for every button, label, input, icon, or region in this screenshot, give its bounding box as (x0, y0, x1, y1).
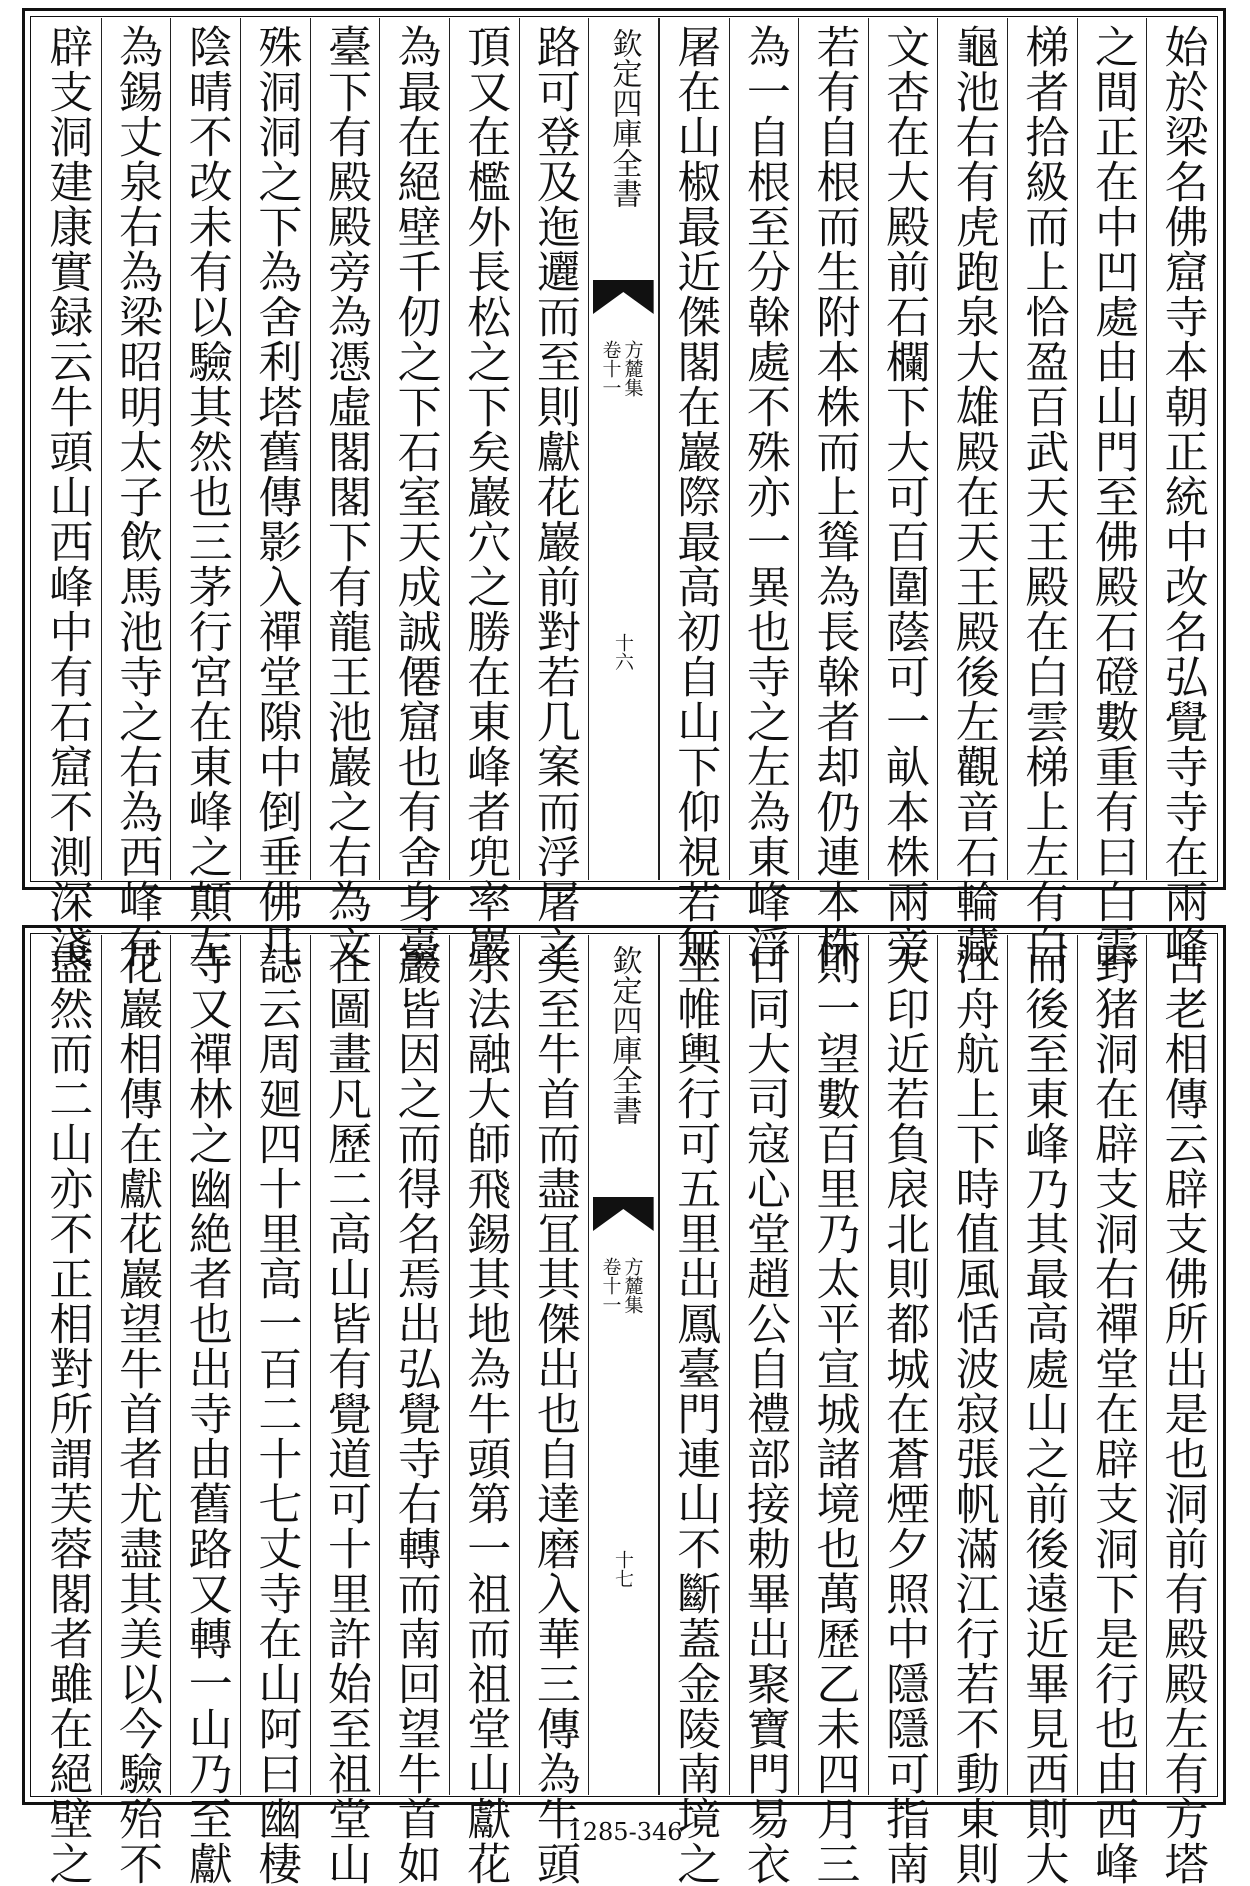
collection-title: 方麓集 (621, 1257, 644, 1314)
column-text: 之間正在中凹處由山門至佛殿石磴數重有曰白雲 (1087, 24, 1139, 969)
text-column (240, 935, 310, 1886)
column-text: 美至牛首而盡冝其傑出也自達磨入華三傳為牛頭 (528, 941, 580, 1886)
text-column (798, 18, 868, 969)
text-column (449, 935, 519, 1886)
volume-label: 卷十一 (599, 340, 622, 397)
volume-label: 卷十一 (599, 1257, 622, 1314)
page-sixteen (22, 8, 1226, 969)
column-text: 則一望數百里乃太平宣城諸境也萬歷乙未四月三 (808, 941, 860, 1886)
text-column (101, 18, 171, 969)
text-column (659, 18, 729, 969)
column-text: 殊洞洞之下為舍利塔舊傳影入禪堂隙中倒垂佛几 (250, 24, 302, 969)
column-text: 盡然而二山亦不正相對所謂芙蓉閣者雖在絕壁之 (41, 941, 93, 1886)
text-column (519, 935, 589, 1886)
text-column (519, 18, 589, 969)
column-text: 路可登及迤邐而至則獻花巖前對若几案而浮屠之 (528, 24, 580, 969)
column-text: 宗法融大師飛錫其地為牛頭第一祖而祖堂山獻花 (459, 941, 511, 1886)
column-text: 為一自根至分榦處不殊亦一異也寺之左為東峰浮 (738, 24, 790, 969)
column-text: 巖皆因之而得名焉出弘覺寺右轉而南回望牛首如 (389, 941, 441, 1886)
text-column (1146, 935, 1216, 1886)
column-text: 屠在山椒最近傑閣在巖際最高初自山下仰視若無 (669, 24, 721, 969)
column-text: 野猪洞在辟支洞右禪堂在辟支洞下是行也由西峰 (1087, 941, 1139, 1886)
column-text: 陰晴不改未有以驗其然也三茅行宮在東峰之顛左 (180, 24, 232, 969)
column-text: 文杏在大殿前石欄下大可百圍蔭可一畒本株兩旁 (878, 24, 930, 969)
column-text: 臺下有殿殿旁為憑虛閣閣下有龍王池巖之右為文 (319, 24, 371, 969)
text-column (1146, 18, 1216, 969)
text-column (240, 18, 310, 969)
column-text: 龜池右有虎跑泉大雄殿在天王殿後左觀音石輪藏 (947, 24, 999, 969)
column-text: 古老相傳云辟支佛所出是也洞前有殿殿左有方塔 (1156, 941, 1208, 1886)
column-grid (32, 18, 1216, 969)
column-text: 梯者拾級而上恰盈百武天王殿在白雲梯上左有白 (1017, 24, 1069, 969)
text-column (310, 935, 380, 1886)
text-column (1007, 935, 1077, 1886)
text-column (170, 18, 240, 969)
text-column (379, 935, 449, 1886)
column-text: 辟支洞建康實録云牛頭山西峰中有石窟不測深淺 (41, 24, 93, 969)
column-text: 寺又禪林之幽絶者也出寺由舊路又轉一山乃至獻 (180, 941, 232, 1886)
text-column (798, 935, 868, 1886)
column-text: 在圖畫凡歷二高山皆有覺道可十里許始至祖堂山 (319, 941, 371, 1886)
text-column (937, 935, 1007, 1886)
column-text: 誌云周廻四十里高一百二十七丈寺在山阿曰幽棲 (250, 941, 302, 1886)
text-column (1007, 18, 1077, 969)
column-text: 為最在絕壁千仞之下石室天成誠僊窟也有舍身臺 (389, 24, 441, 969)
page-number: 十六 (612, 633, 635, 671)
text-column (310, 18, 380, 969)
fishtail-mark (593, 280, 654, 314)
page-number: 十七 (612, 1550, 635, 1588)
text-column (729, 935, 799, 1886)
column-text: 天印近若負扆北則都城在蒼煙夕照中隱隱可指南 (878, 941, 930, 1886)
book-title: 欽定四庫全書 (606, 945, 642, 1125)
text-column (1077, 18, 1147, 969)
column-text: 頂又在檻外長松之下矣巖穴之勝在東峰者兜率巖 (459, 24, 511, 969)
text-column (937, 18, 1007, 969)
text-column (1077, 935, 1147, 1886)
column-text: 為錫丈泉右為梁昭明太子飲馬池寺之右為西峰有 (111, 24, 163, 969)
text-column (32, 18, 101, 969)
text-column (32, 935, 101, 1886)
column-text: 坐帷輿行可五里出鳳臺門連山不斷蓋金陵南境之 (669, 941, 721, 1886)
text-column (170, 935, 240, 1886)
center-fold-column (588, 935, 659, 1795)
fishtail-mark (593, 1197, 654, 1231)
center-fold-column (588, 18, 659, 880)
text-column (101, 935, 171, 1886)
collection-title: 方麓集 (621, 340, 644, 397)
text-column (379, 18, 449, 969)
column-text: 江舟航上下時值風恬波寂張帆滿江行若不動東則 (947, 941, 999, 1886)
text-column (449, 18, 519, 969)
column-text: 始於梁名佛窟寺本朝正統中改名弘覺寺寺在兩峰 (1156, 24, 1208, 969)
column-text: 若有自根而生附本株而上聳為長榦者却仍連本株 (808, 24, 860, 969)
column-text: 而後至東峰乃其最高處山之前後遠近畢見西則大 (1017, 941, 1069, 1886)
text-column (659, 935, 729, 1886)
catalog-number: 1285-346 (567, 1818, 683, 1846)
book-title: 欽定四庫全書 (606, 28, 642, 208)
column-text: 日同大司寇心堂趙公自禮部接勅畢出聚寶門易衣 (738, 941, 790, 1886)
text-column (729, 18, 799, 969)
text-column (868, 18, 938, 969)
text-column (868, 935, 938, 1886)
column-text: 花巖相傳在獻花巖望牛首者尤盡其美以今驗殆不 (111, 941, 163, 1886)
